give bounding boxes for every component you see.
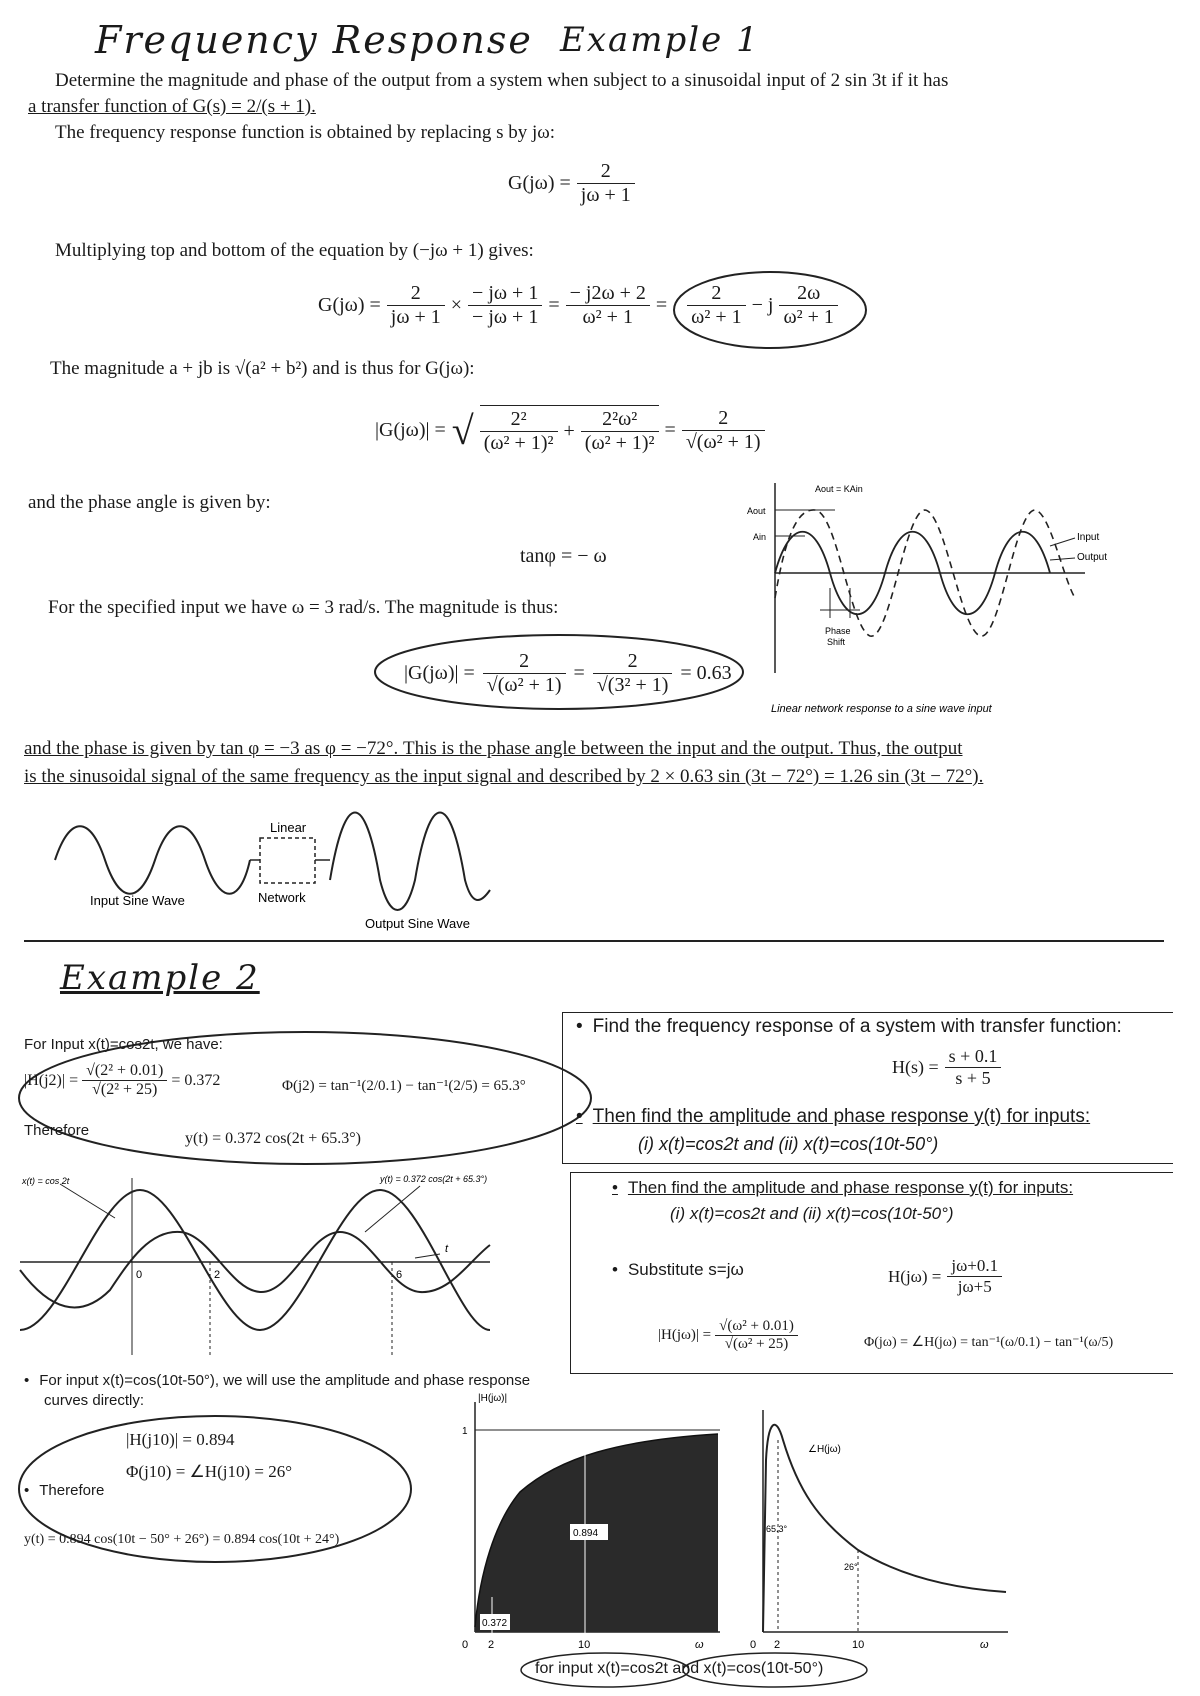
h-j2-num: √(2² + 0.01) (82, 1062, 167, 1081)
h-jw-lhs: H(jω) = (888, 1266, 942, 1286)
eq4-lhs: |G(jω)| = (404, 662, 475, 684)
cos-tick-0: 0 (136, 1269, 143, 1281)
phase-label: Phase (825, 626, 851, 636)
input-wave-label: Input Sine Wave (90, 893, 185, 908)
h-s-lhs: H(s) = (892, 1057, 939, 1077)
cos-y-label: y(t) = 0.372 cos(2t + 65.3°) (380, 1174, 488, 1184)
sqrt-sign: √ (451, 407, 474, 453)
eq1-den: jω + 1 (580, 184, 631, 206)
substitute-text: • Substitute s=jω (612, 1260, 744, 1280)
multiply-text: Multiplying top and bottom of the equation by (−jω + 1) gives: (55, 240, 534, 261)
h-j10-magnitude: |H(j10)| = 0.894 (126, 1430, 235, 1449)
network-top-label: Linear (270, 820, 307, 835)
magnitude-text: The magnitude a + jb is √(a² + b²) and is thus for G(jω): (50, 358, 475, 379)
intro-line-3: The frequency response function is obtained by replacing s by jω: (55, 122, 556, 143)
output-label: Output (1077, 552, 1108, 563)
therefore-2: • Therefore (24, 1482, 104, 1499)
eq3-r-num: 2 (682, 407, 765, 431)
inputs-1: (i) x(t)=cos2t and (ii) x(t)=cos(10t-50°) (638, 1134, 939, 1154)
y-t-equation-2: y(t) = 0.894 cos(10t − 50° + 26°) = 0.894 cos(10t + 24°) (24, 1532, 340, 1547)
intro-line-2: a transfer function of G(s) = 2/(s + 1). (28, 96, 316, 117)
amp-x-w: ω (695, 1639, 704, 1651)
h-j2-den: √(2² + 25) (92, 1081, 158, 1098)
sqrt-body (480, 405, 659, 455)
eq3-t2-den: (ω² + 1)² (584, 432, 655, 454)
phase-result-line-1: and the phase is given by tan φ = −3 as φ = −72°. This is the phase angle between the input and the output. Thus, the output (24, 738, 963, 759)
eq2-f4-num: 2 (687, 282, 745, 306)
equation-magnitude-value (404, 650, 732, 697)
eq3-eq: = (664, 418, 676, 441)
eq2-times: × (450, 294, 463, 316)
result-circle (670, 268, 870, 352)
problem-statement: • Find the frequency response of a system with transfer function: (576, 1016, 1122, 1038)
phase-y-label: ∠H(jω) (808, 1444, 841, 1455)
equation-magnitude (375, 405, 765, 455)
h-j2-lhs: |H(j2)| = (24, 1071, 79, 1089)
phase-value-26: 26° (844, 1562, 858, 1572)
for-input-cos2t: For Input x(t)=cos2t, we have: (24, 1036, 223, 1053)
sine-response-figure (745, 478, 1108, 718)
eq3-plus: + (563, 420, 575, 442)
amp-value-372: 0.372 (482, 1618, 508, 1629)
phase-x-10: 10 (852, 1639, 865, 1651)
h-jw-den: jω+5 (957, 1277, 992, 1296)
eq2-eq2: = (655, 294, 668, 316)
phi-jw-equation: Φ(jω) = ∠H(jω) = tan⁻¹(ω/0.1) − tan⁻¹(ω/5) (864, 1335, 1114, 1350)
wave-figure-caption: Linear network response to a sine wave input (771, 703, 992, 715)
eq1-num: 2 (577, 160, 635, 184)
find-response-1: • Then find the amplitude and phase response y(t) for inputs: (576, 1106, 1090, 1128)
input-sine-wave (55, 826, 250, 894)
amp-x-10: 10 (578, 1639, 591, 1651)
eq2-f1-den: jω + 1 (390, 306, 441, 328)
eq2-f2-num: − jω + 1 (468, 282, 542, 306)
h-s-den: s + 5 (955, 1068, 991, 1088)
therefore-1: Therefore (24, 1122, 90, 1139)
phase-x-2: 2 (774, 1639, 781, 1651)
phi-j10: Φ(j10) = ∠H(j10) = 26° (126, 1462, 293, 1481)
eq2-f3-num: − j2ω + 2 (566, 282, 650, 306)
eq4-f1-den: √(ω² + 1) (486, 674, 562, 696)
eq2-f2-den: − jω + 1 (472, 306, 539, 328)
h-jw-num: jω+0.1 (947, 1256, 1002, 1277)
phi-j2-equation: Φ(j2) = tan⁻¹(2/0.1) − tan⁻¹(2/5) = 65.3° (282, 1078, 526, 1094)
phase-response-plot (748, 1400, 1028, 1660)
amp-y-label: |H(jω)| (478, 1393, 508, 1404)
h-jw-magnitude (658, 1318, 798, 1353)
intro-line-1: Determine the magnitude and phase of the output from a system when subject to a sinusoidal input of 2 sin 3t if it has (55, 70, 949, 91)
eq2-f3-den: ω² + 1 (582, 306, 633, 328)
eq4-f1-num: 2 (483, 650, 566, 674)
output-sine-wave (330, 813, 490, 911)
h-jw-mag-num: √(ω² + 0.01) (715, 1318, 798, 1336)
amp-tick-1: 1 (462, 1426, 468, 1437)
h-j2-equation (24, 1062, 220, 1099)
specified-input-text: For the specified input we have ω = 3 rad/s. The magnitude is thus: (48, 597, 559, 618)
phase-x-0: 0 (750, 1639, 757, 1651)
eq2-f5-num: 2ω (779, 282, 837, 306)
amp-x-2: 2 (488, 1639, 495, 1651)
cos-tick-2: 2 (214, 1269, 221, 1281)
eq3-r-den: √(ω² + 1) (685, 430, 761, 453)
cos-tick-6: 6 (396, 1269, 403, 1281)
eq3-lhs: |G(jω)| = (375, 418, 446, 441)
eq3-t1-num: 2² (480, 408, 558, 432)
cos-t-label: t (445, 1243, 449, 1255)
h-j2-value: = 0.372 (171, 1071, 221, 1089)
y-label-pointer (365, 1186, 420, 1232)
y-t-equation-1: y(t) = 0.372 cos(2t + 65.3°) (185, 1130, 361, 1147)
example-1-label: Example 1 (560, 20, 760, 60)
eq2-minus-j: − j (751, 294, 774, 316)
linear-network-figure (45, 800, 515, 935)
x-label-pointer (60, 1184, 115, 1218)
network-box (260, 838, 315, 883)
amplitude-response-plot (450, 1392, 730, 1662)
input-label: Input (1077, 532, 1100, 543)
eq2-f5-den: ω² + 1 (783, 306, 834, 328)
eq2-f4-den: ω² + 1 (691, 306, 742, 328)
h-s-equation (892, 1046, 1001, 1089)
phase-value-653: 65.3° (766, 1524, 788, 1534)
eq1-lhs: G(jω) = (508, 172, 571, 194)
inputs-2: (i) x(t)=cos2t and (ii) x(t)=cos(10t-50°) (670, 1204, 954, 1223)
tan-equation: tanφ = − ω (520, 545, 607, 567)
eq3-t1-den: (ω² + 1)² (483, 432, 554, 454)
phase-curve (763, 1425, 1006, 1632)
amp-x-0: 0 (462, 1639, 469, 1651)
phase-x-w: ω (980, 1639, 989, 1651)
aout-label: Aout (747, 506, 766, 516)
eq4-eq: = (573, 662, 585, 684)
plots-caption: for input x(t)=cos2t and x(t)=cos(10t-50°) (535, 1660, 824, 1677)
find-response-2: • Then find the amplitude and phase response y(t) for inputs: (612, 1178, 1073, 1198)
phase-result-line-2: is the sinusoidal signal of the same frequency as the input signal and described by 2 × 0.63 sin (3t − 72°) = 1.26 sin (3t − 72°). (24, 766, 984, 787)
cos-x-label: x(t) = cos 2t (22, 1176, 70, 1186)
h-jw-mag-lhs: |H(jω)| = (658, 1327, 712, 1343)
page-title: Frequency Response (95, 18, 533, 62)
eq4-f2-num: 2 (593, 650, 673, 674)
h-jw-mag-den: √(ω² + 25) (724, 1336, 789, 1352)
eq4-result: = 0.63 (680, 662, 732, 684)
eq2-f1-num: 2 (387, 282, 445, 306)
h-jw-equation (888, 1256, 1002, 1297)
example-2-label: Example 2 (60, 958, 260, 998)
eq3-t2-num: 2²ω² (581, 408, 659, 432)
network-bottom-label: Network (258, 890, 306, 905)
eq2-eq1: = (548, 294, 560, 316)
shift-label: Shift (827, 637, 846, 647)
eq4-f2-den: √(3² + 1) (596, 674, 669, 696)
for-input-cos10t: • For input x(t)=cos(10t-50°), we will use the amplitude and phase response (24, 1372, 530, 1389)
h-s-num: s + 0.1 (945, 1046, 1002, 1068)
phase-angle-text: and the phase angle is given by: (28, 492, 271, 513)
ain-label: Ain (753, 532, 767, 542)
amp-value-894: 0.894 (573, 1528, 599, 1539)
curves-directly: curves directly: (44, 1392, 145, 1409)
section-divider (24, 940, 1164, 942)
input-cos-curve (20, 1190, 490, 1330)
eq2-lhs: G(jω) = (318, 294, 381, 316)
amp-relation-label: Aout = KAin (815, 484, 863, 494)
cosine-plot (20, 1170, 550, 1360)
output-pointer (1050, 558, 1075, 560)
output-wave-label: Output Sine Wave (365, 916, 471, 931)
equation-g-jw (508, 160, 635, 207)
